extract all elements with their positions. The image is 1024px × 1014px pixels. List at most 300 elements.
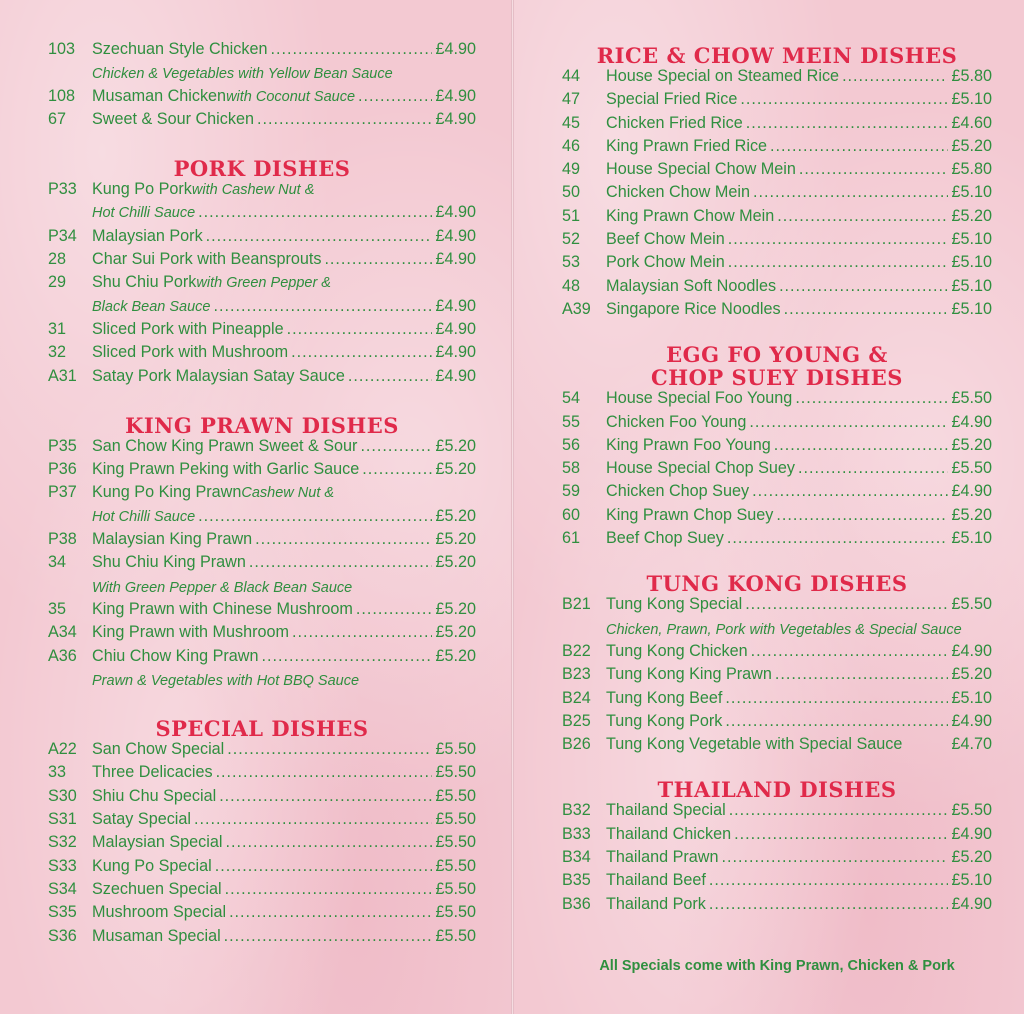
item-price: £4.90 bbox=[951, 412, 992, 431]
dot-leader bbox=[799, 160, 949, 179]
item-code: P36 bbox=[48, 460, 77, 479]
item-price: £5.50 bbox=[951, 801, 992, 820]
item-code: A39 bbox=[562, 299, 591, 318]
item-price: £4.90 bbox=[951, 482, 992, 501]
dot-leader bbox=[746, 114, 949, 133]
item-code: A36 bbox=[48, 646, 77, 665]
right-column bbox=[562, 44, 992, 918]
dot-leader bbox=[770, 137, 948, 156]
menu-item bbox=[48, 367, 476, 390]
dot-leader bbox=[270, 40, 432, 59]
item-code: 55 bbox=[562, 412, 581, 431]
menu-item-continued bbox=[48, 297, 476, 320]
item-code: B36 bbox=[562, 894, 591, 913]
dot-leader bbox=[198, 507, 432, 526]
menu-item bbox=[562, 300, 992, 323]
item-name: King Prawn Fried Rice bbox=[606, 136, 768, 155]
section-title-rice: RICE & CHOW MEIN DISHES bbox=[596, 43, 958, 68]
item-price: £4.90 bbox=[435, 296, 476, 315]
menu-item bbox=[562, 595, 992, 618]
item-name: House Special Chow Mein bbox=[606, 160, 796, 179]
menu-item bbox=[48, 530, 476, 553]
item-price: £5.20 bbox=[951, 505, 992, 524]
item-price: £5.20 bbox=[951, 665, 992, 684]
item-name: Beef Chow Mein bbox=[606, 230, 725, 249]
item-name: Singapore Rice Noodles bbox=[606, 299, 781, 318]
item-price: £4.90 bbox=[435, 203, 476, 222]
item-price: £5.20 bbox=[951, 435, 992, 454]
item-price: £5.50 bbox=[951, 595, 992, 614]
item-name: King Prawn with Chinese Mushroom bbox=[92, 599, 353, 618]
dot-leader bbox=[798, 459, 949, 478]
item-code: S32 bbox=[48, 833, 77, 852]
menu-item bbox=[48, 833, 476, 856]
item-name: Mushroom Special bbox=[92, 903, 227, 922]
item-code: P33 bbox=[48, 180, 77, 199]
item-name: Shu Chiu King Prawn bbox=[92, 553, 246, 572]
item-price: £4.90 bbox=[951, 711, 992, 730]
item-price: £5.20 bbox=[435, 460, 476, 479]
item-name: Chiu Chow King Prawn bbox=[92, 646, 259, 665]
menu-item bbox=[562, 506, 992, 529]
item-price: £4.90 bbox=[951, 894, 992, 913]
dot-leader bbox=[709, 871, 949, 890]
item-name: Shiu Chu Special bbox=[92, 786, 217, 805]
dot-leader bbox=[287, 320, 433, 339]
item-code: B35 bbox=[562, 871, 591, 890]
item-code: 103 bbox=[48, 40, 76, 58]
dot-leader bbox=[225, 880, 433, 899]
item-code: 61 bbox=[562, 529, 581, 548]
menu-item bbox=[48, 180, 476, 203]
item-price: £4.90 bbox=[435, 250, 476, 269]
menu-item bbox=[562, 825, 992, 848]
item-name: House Special Foo Young bbox=[606, 389, 793, 408]
item-price: £4.90 bbox=[435, 226, 476, 245]
item-price: £5.20 bbox=[435, 646, 476, 665]
item-name: Szechuan Style Chicken bbox=[92, 40, 268, 58]
item-name: Thailand Special bbox=[606, 801, 726, 820]
item-price: £4.90 bbox=[435, 366, 476, 385]
section-title-tung-kong: TUNG KONG DISHES bbox=[646, 571, 908, 597]
item-name: Malaysian Special bbox=[92, 833, 223, 852]
dot-leader bbox=[775, 665, 949, 684]
dot-leader bbox=[261, 647, 432, 666]
special-list bbox=[48, 740, 476, 950]
item-code: 34 bbox=[48, 553, 67, 572]
item-code: P34 bbox=[48, 226, 77, 245]
item-code: B22 bbox=[562, 641, 591, 660]
menu-item bbox=[562, 665, 992, 688]
menu-item bbox=[562, 459, 992, 482]
menu-item bbox=[48, 250, 476, 273]
dot-leader bbox=[225, 833, 432, 852]
item-price: £5.50 bbox=[435, 833, 476, 852]
item-code: P38 bbox=[48, 530, 77, 549]
item-code: S35 bbox=[48, 903, 77, 922]
dot-leader bbox=[229, 903, 432, 922]
thailand-list bbox=[562, 801, 992, 917]
item-price: £4.60 bbox=[951, 113, 992, 132]
item-name: Pork Chow Mein bbox=[606, 253, 725, 272]
menu-item bbox=[562, 482, 992, 505]
dot-leader bbox=[257, 110, 433, 129]
menu-item bbox=[562, 230, 992, 253]
menu-item bbox=[48, 880, 476, 903]
dot-leader bbox=[728, 253, 949, 272]
item-code: A34 bbox=[48, 623, 77, 642]
item-code: B23 bbox=[562, 665, 591, 684]
item-name: House Special Chop Suey bbox=[606, 459, 795, 478]
item-code: 31 bbox=[48, 319, 67, 338]
item-name: Thailand Pork bbox=[606, 894, 706, 913]
item-code: 32 bbox=[48, 343, 67, 362]
item-code: 49 bbox=[562, 160, 581, 179]
item-price: £5.20 bbox=[951, 848, 992, 867]
menu-item bbox=[48, 227, 476, 250]
item-code: B26 bbox=[562, 735, 591, 754]
menu-item bbox=[562, 277, 992, 300]
item-description: Prawn & Vegetables with Hot BBQ Sauce bbox=[92, 672, 360, 689]
item-note-continued: Hot Chilli Sauce bbox=[92, 508, 196, 525]
item-price: £5.50 bbox=[435, 879, 476, 898]
dot-leader bbox=[249, 553, 433, 572]
item-name: Chicken Fried Rice bbox=[606, 113, 743, 132]
menu-item bbox=[562, 642, 992, 665]
menu-item bbox=[48, 87, 476, 110]
menu-item bbox=[562, 801, 992, 824]
item-name: Three Delicacies bbox=[92, 763, 213, 782]
item-code: 35 bbox=[48, 599, 67, 618]
item-name: Thailand Prawn bbox=[606, 848, 719, 867]
dot-leader bbox=[292, 623, 432, 642]
dot-leader bbox=[215, 857, 433, 876]
item-note-continued: Hot Chilli Sauce bbox=[92, 205, 196, 222]
menu-item bbox=[48, 40, 476, 63]
dot-leader bbox=[348, 367, 433, 386]
item-code: P35 bbox=[48, 436, 77, 455]
menu-item bbox=[48, 857, 476, 880]
item-price: £5.20 bbox=[435, 530, 476, 549]
item-price: £5.10 bbox=[951, 871, 992, 890]
dot-leader bbox=[224, 927, 433, 946]
dot-leader bbox=[291, 343, 432, 362]
item-code: 44 bbox=[562, 67, 581, 85]
item-price: £5.10 bbox=[951, 230, 992, 249]
tung-kong-list bbox=[562, 595, 992, 758]
dot-leader bbox=[779, 277, 948, 296]
item-name: Szechuen Special bbox=[92, 879, 222, 898]
item-price: £5.50 bbox=[435, 856, 476, 875]
item-price: £5.10 bbox=[951, 90, 992, 109]
menu-item bbox=[48, 647, 476, 670]
item-name: Sweet & Sour Chicken bbox=[92, 109, 254, 128]
dot-leader bbox=[784, 300, 949, 319]
dot-leader bbox=[214, 297, 433, 316]
item-price: £5.50 bbox=[435, 903, 476, 922]
item-code: 50 bbox=[562, 183, 581, 202]
item-price: £5.10 bbox=[951, 183, 992, 202]
item-name: Shu Chiu Pork bbox=[92, 273, 197, 292]
section-title-special: SPECIAL DISHES bbox=[155, 716, 369, 742]
item-name: Tung Kong King Prawn bbox=[606, 665, 772, 684]
item-price: £5.50 bbox=[435, 786, 476, 805]
item-name: Tung Kong Special bbox=[606, 595, 743, 614]
dot-leader bbox=[740, 90, 948, 109]
item-name: Malaysian King Prawn bbox=[92, 530, 253, 549]
item-name: House Special on Steamed Rice bbox=[606, 67, 840, 85]
item-price: £5.10 bbox=[951, 529, 992, 548]
menu-item bbox=[562, 436, 992, 459]
item-price: £4.70 bbox=[951, 735, 992, 754]
item-price: £5.20 bbox=[435, 623, 476, 642]
menu-item bbox=[48, 320, 476, 343]
item-name: Sliced Pork with Mushroom bbox=[92, 343, 289, 362]
item-name: Kung Po King Prawn bbox=[92, 483, 242, 502]
dot-leader bbox=[227, 740, 432, 759]
menu-item bbox=[48, 740, 476, 763]
item-price: £5.10 bbox=[951, 688, 992, 707]
item-name: Tung Kong Pork bbox=[606, 711, 723, 730]
item-name: Satay Special bbox=[92, 810, 191, 829]
dot-leader bbox=[734, 825, 948, 844]
menu-item bbox=[562, 389, 992, 412]
item-price: £5.20 bbox=[435, 553, 476, 572]
menu-item bbox=[48, 553, 476, 576]
dot-leader bbox=[356, 600, 433, 619]
menu-item bbox=[562, 114, 992, 137]
item-description: Chicken & Vegetables with Yellow Bean Sauce bbox=[92, 66, 393, 83]
dot-leader bbox=[777, 207, 948, 226]
menu-item bbox=[562, 413, 992, 436]
item-name: San Chow Special bbox=[92, 740, 225, 759]
dot-leader bbox=[752, 482, 948, 501]
item-description: Chicken, Prawn, Pork with Vegetables & Special Sauce bbox=[606, 621, 962, 638]
dot-leader bbox=[362, 460, 432, 479]
item-code: B33 bbox=[562, 824, 591, 843]
dot-leader bbox=[842, 67, 948, 86]
item-code: S31 bbox=[48, 810, 77, 829]
item-name: Beef Chop Suey bbox=[606, 529, 724, 548]
item-price: £5.10 bbox=[951, 299, 992, 318]
menu-item bbox=[48, 600, 476, 623]
menu-item bbox=[562, 207, 992, 230]
item-code: 58 bbox=[562, 459, 581, 478]
item-name: Malaysian Soft Noodles bbox=[606, 276, 777, 295]
item-price: £5.80 bbox=[951, 160, 992, 179]
menu-item bbox=[562, 871, 992, 894]
item-code: B24 bbox=[562, 688, 591, 707]
item-code: 48 bbox=[562, 276, 581, 295]
menu-item bbox=[48, 623, 476, 646]
item-code: S33 bbox=[48, 856, 77, 875]
dot-leader bbox=[725, 689, 948, 708]
item-code: B21 bbox=[562, 595, 591, 614]
item-name: Malaysian Pork bbox=[92, 226, 203, 245]
item-name: King Prawn Chop Suey bbox=[606, 505, 774, 524]
item-name: King Prawn Chow Mein bbox=[606, 206, 775, 225]
item-code: 53 bbox=[562, 253, 581, 272]
dot-leader bbox=[198, 203, 432, 222]
dot-leader bbox=[206, 227, 433, 246]
menu-item bbox=[562, 90, 992, 113]
item-name: Tung Kong Vegetable with Special Sauce bbox=[606, 735, 903, 754]
item-name: Sliced Pork with Pineapple bbox=[92, 319, 284, 338]
item-name: San Chow King Prawn Sweet & Sour bbox=[92, 436, 358, 455]
dot-leader bbox=[360, 437, 432, 456]
item-code: A22 bbox=[48, 740, 77, 759]
menu-item bbox=[48, 763, 476, 786]
item-code: 54 bbox=[562, 389, 581, 408]
item-price: £4.90 bbox=[435, 343, 476, 362]
page-fold bbox=[511, 0, 514, 1014]
dot-leader bbox=[728, 230, 949, 249]
item-price: £4.90 bbox=[435, 109, 476, 128]
item-price: £4.90 bbox=[951, 641, 992, 660]
dot-leader bbox=[219, 787, 432, 806]
dot-leader bbox=[324, 250, 432, 269]
item-name: Thailand Chicken bbox=[606, 824, 732, 843]
item-price: £5.20 bbox=[435, 506, 476, 525]
menu-item bbox=[562, 67, 992, 90]
dot-leader bbox=[729, 801, 949, 820]
dot-leader bbox=[725, 712, 948, 731]
item-code: 45 bbox=[562, 113, 581, 132]
dot-leader bbox=[727, 529, 949, 548]
item-price: £5.50 bbox=[435, 810, 476, 829]
item-code: 59 bbox=[562, 482, 581, 501]
item-price: £5.20 bbox=[951, 136, 992, 155]
item-code: 47 bbox=[562, 90, 581, 109]
left-column bbox=[48, 40, 476, 950]
item-code: 51 bbox=[562, 206, 581, 225]
dot-leader bbox=[709, 895, 949, 914]
item-code: 46 bbox=[562, 136, 581, 155]
item-description: With Green Pepper & Black Bean Sauce bbox=[92, 579, 353, 596]
section-title-king-prawn: KING PRAWN DISHES bbox=[125, 412, 399, 438]
menu-item bbox=[48, 787, 476, 810]
menu-item bbox=[562, 160, 992, 183]
item-code: A31 bbox=[48, 366, 77, 385]
item-price: £5.50 bbox=[435, 763, 476, 782]
item-code: B25 bbox=[562, 711, 591, 730]
item-note: with Green Pepper & bbox=[196, 275, 331, 292]
menu-item bbox=[562, 183, 992, 206]
footer-note: All Specials come with King Prawn, Chicken & Pork bbox=[599, 958, 955, 974]
item-code: S34 bbox=[48, 879, 77, 898]
item-code: S36 bbox=[48, 926, 77, 945]
item-code: 33 bbox=[48, 763, 67, 782]
menu-item bbox=[48, 273, 476, 296]
menu-item bbox=[562, 735, 992, 758]
item-name: King Prawn with Mushroom bbox=[92, 623, 290, 642]
rice-list bbox=[562, 67, 992, 323]
item-note: with Coconut Sauce bbox=[226, 88, 356, 105]
item-name: Kung Po Pork bbox=[92, 180, 192, 199]
dot-leader bbox=[795, 389, 948, 408]
item-price: £5.50 bbox=[435, 740, 476, 759]
item-name: King Prawn Peking with Garlic Sauce bbox=[92, 460, 360, 479]
item-name: Chicken Foo Young bbox=[606, 412, 747, 431]
item-note: Cashew Nut & bbox=[241, 485, 335, 502]
item-code: 52 bbox=[562, 230, 581, 249]
item-name: Thailand Beef bbox=[606, 871, 706, 890]
item-price: £4.90 bbox=[435, 86, 476, 105]
item-code: 56 bbox=[562, 435, 581, 454]
dot-leader bbox=[216, 763, 433, 782]
item-price: £5.20 bbox=[435, 436, 476, 455]
item-name: Special Fried Rice bbox=[606, 90, 738, 109]
item-name: Tung Kong Beef bbox=[606, 688, 723, 707]
dot-leader bbox=[721, 848, 948, 867]
item-name: Musaman Chicken bbox=[92, 86, 227, 105]
menu-item bbox=[562, 253, 992, 276]
item-code: S30 bbox=[48, 786, 77, 805]
item-code: B32 bbox=[562, 801, 591, 820]
king-prawn-list bbox=[48, 437, 476, 693]
dot-leader bbox=[358, 87, 432, 106]
item-code: B34 bbox=[562, 848, 591, 867]
section-title-egg-line2: CHOP SUEY DISHES bbox=[651, 365, 903, 391]
section-title-pork: PORK DISHES bbox=[173, 156, 351, 182]
item-price: £5.20 bbox=[435, 599, 476, 618]
chicken-list bbox=[48, 40, 476, 133]
item-price: £5.50 bbox=[435, 926, 476, 945]
item-name: Chicken Chop Suey bbox=[606, 482, 750, 501]
item-code: 108 bbox=[48, 86, 76, 105]
item-note-continued: Black Bean Sauce bbox=[92, 298, 211, 315]
dot-leader bbox=[774, 436, 949, 455]
egg-list bbox=[562, 389, 992, 552]
item-name: King Prawn Foo Young bbox=[606, 435, 771, 454]
item-code: 67 bbox=[48, 109, 67, 128]
menu-item bbox=[562, 712, 992, 735]
dot-leader bbox=[749, 413, 948, 432]
menu-item bbox=[562, 848, 992, 871]
dot-leader bbox=[753, 183, 949, 202]
menu-item-continued bbox=[48, 203, 476, 226]
item-name: Kung Po Special bbox=[92, 856, 212, 875]
menu-item bbox=[562, 895, 992, 918]
menu-item bbox=[48, 437, 476, 460]
menu-item bbox=[48, 343, 476, 366]
menu-item bbox=[48, 810, 476, 833]
item-price: £5.80 bbox=[951, 67, 992, 85]
item-price: £5.50 bbox=[951, 459, 992, 478]
menu-item-continued bbox=[48, 507, 476, 530]
menu-item bbox=[562, 529, 992, 552]
item-price: £5.10 bbox=[951, 253, 992, 272]
menu-item bbox=[562, 137, 992, 160]
item-note: with Cashew Nut & bbox=[191, 182, 315, 199]
item-price: £4.90 bbox=[951, 824, 992, 843]
menu-item bbox=[48, 903, 476, 926]
item-code: 29 bbox=[48, 273, 67, 292]
dot-leader bbox=[751, 642, 949, 661]
item-price: £5.50 bbox=[951, 389, 992, 408]
item-name: Char Sui Pork with Beansprouts bbox=[92, 250, 322, 269]
menu-item bbox=[48, 927, 476, 950]
item-name: Tung Kong Chicken bbox=[606, 641, 748, 660]
item-code: 60 bbox=[562, 505, 581, 524]
item-code: 28 bbox=[48, 250, 67, 269]
item-price: £4.90 bbox=[435, 319, 476, 338]
menu-item bbox=[48, 460, 476, 483]
section-title-thailand: THAILAND DISHES bbox=[657, 777, 897, 803]
item-code: P37 bbox=[48, 483, 77, 502]
section-title-egg-line1: EGG FO YOUNG & bbox=[666, 342, 888, 368]
dot-leader bbox=[776, 506, 948, 525]
